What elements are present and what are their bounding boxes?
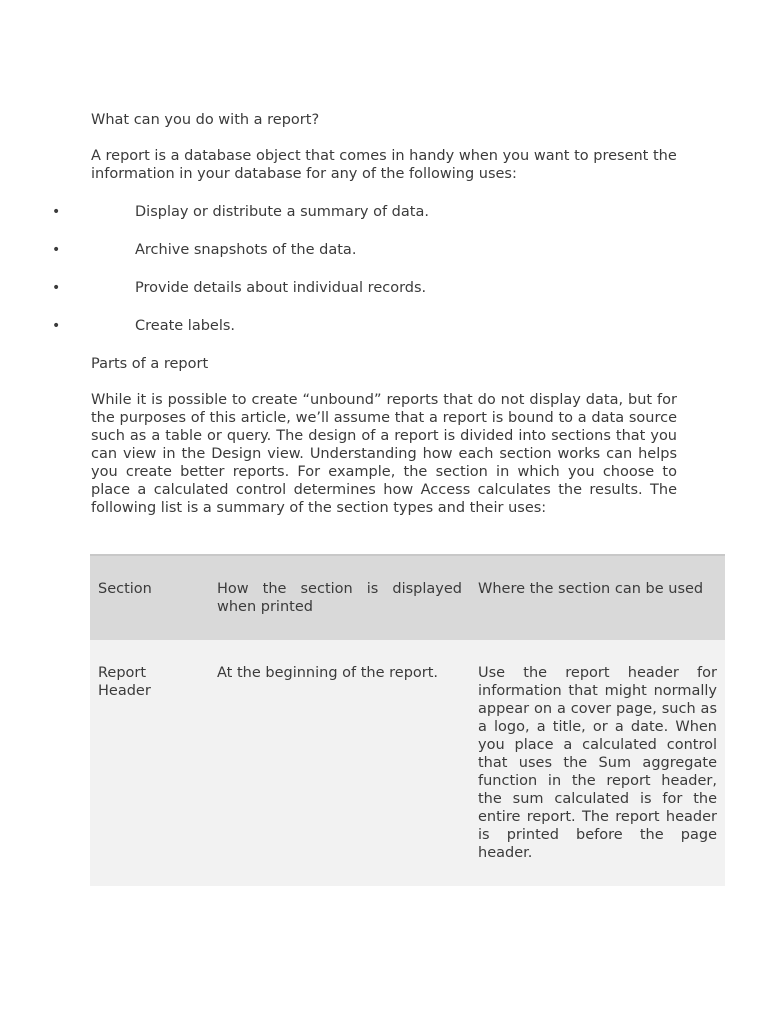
column-header-display: How the section is displayed when printed bbox=[217, 581, 462, 615]
list-item-text: Archive snapshots of the data. bbox=[135, 242, 357, 258]
sections-table bbox=[90, 554, 725, 886]
column-header-usage: Where the section can be used bbox=[478, 581, 704, 597]
bullet-icon: • bbox=[52, 318, 61, 334]
table-cell-display: At the beginning of the report. bbox=[217, 665, 439, 681]
list-item-text: Display or distribute a summary of data. bbox=[135, 204, 429, 220]
list-item-text: Provide details about individual records. bbox=[135, 280, 427, 296]
intro-paragraph: A report is a database object that comes in handy when you want to present the information in your database for any of the following uses: bbox=[91, 148, 677, 182]
subsection-heading: Parts of a report bbox=[91, 356, 209, 372]
bullet-icon: • bbox=[52, 280, 61, 296]
list-item bbox=[0, 317, 768, 335]
sections-table-container bbox=[90, 554, 725, 886]
list-item bbox=[0, 241, 768, 259]
body-paragraph: While it is possible to create “unbound” reports that do not display data, but for the purposes of this article, we’ll assume that a report is bound to a data source such as a table or query. The design of a report is divided into sections that you can view in the Design view. Understanding how each section works can helps you create better reports. For example, the section in which you choose to place a calculated control determines how Access calculates the results. The following list is a summary of the section types and their uses: bbox=[91, 392, 677, 516]
list-item bbox=[0, 279, 768, 297]
column-header-section: Section bbox=[98, 581, 152, 597]
table-row bbox=[90, 640, 725, 886]
list-item bbox=[0, 203, 768, 221]
table-cell-section: Report Header bbox=[98, 665, 151, 699]
bullet-icon: • bbox=[52, 204, 61, 220]
bullet-icon: • bbox=[52, 242, 61, 258]
table-cell-usage: Use the report header for information that might normally appear on a cover page, such as a logo, a title, or a date. When you place a calculated control that uses the Sum aggregate function in the report header, the sum calculated is for the entire report. The report header is printed before the page header. bbox=[478, 665, 717, 861]
table-header-row bbox=[90, 555, 725, 640]
section-heading: What can you do with a report? bbox=[91, 112, 320, 128]
list-item-text: Create labels. bbox=[135, 318, 236, 334]
